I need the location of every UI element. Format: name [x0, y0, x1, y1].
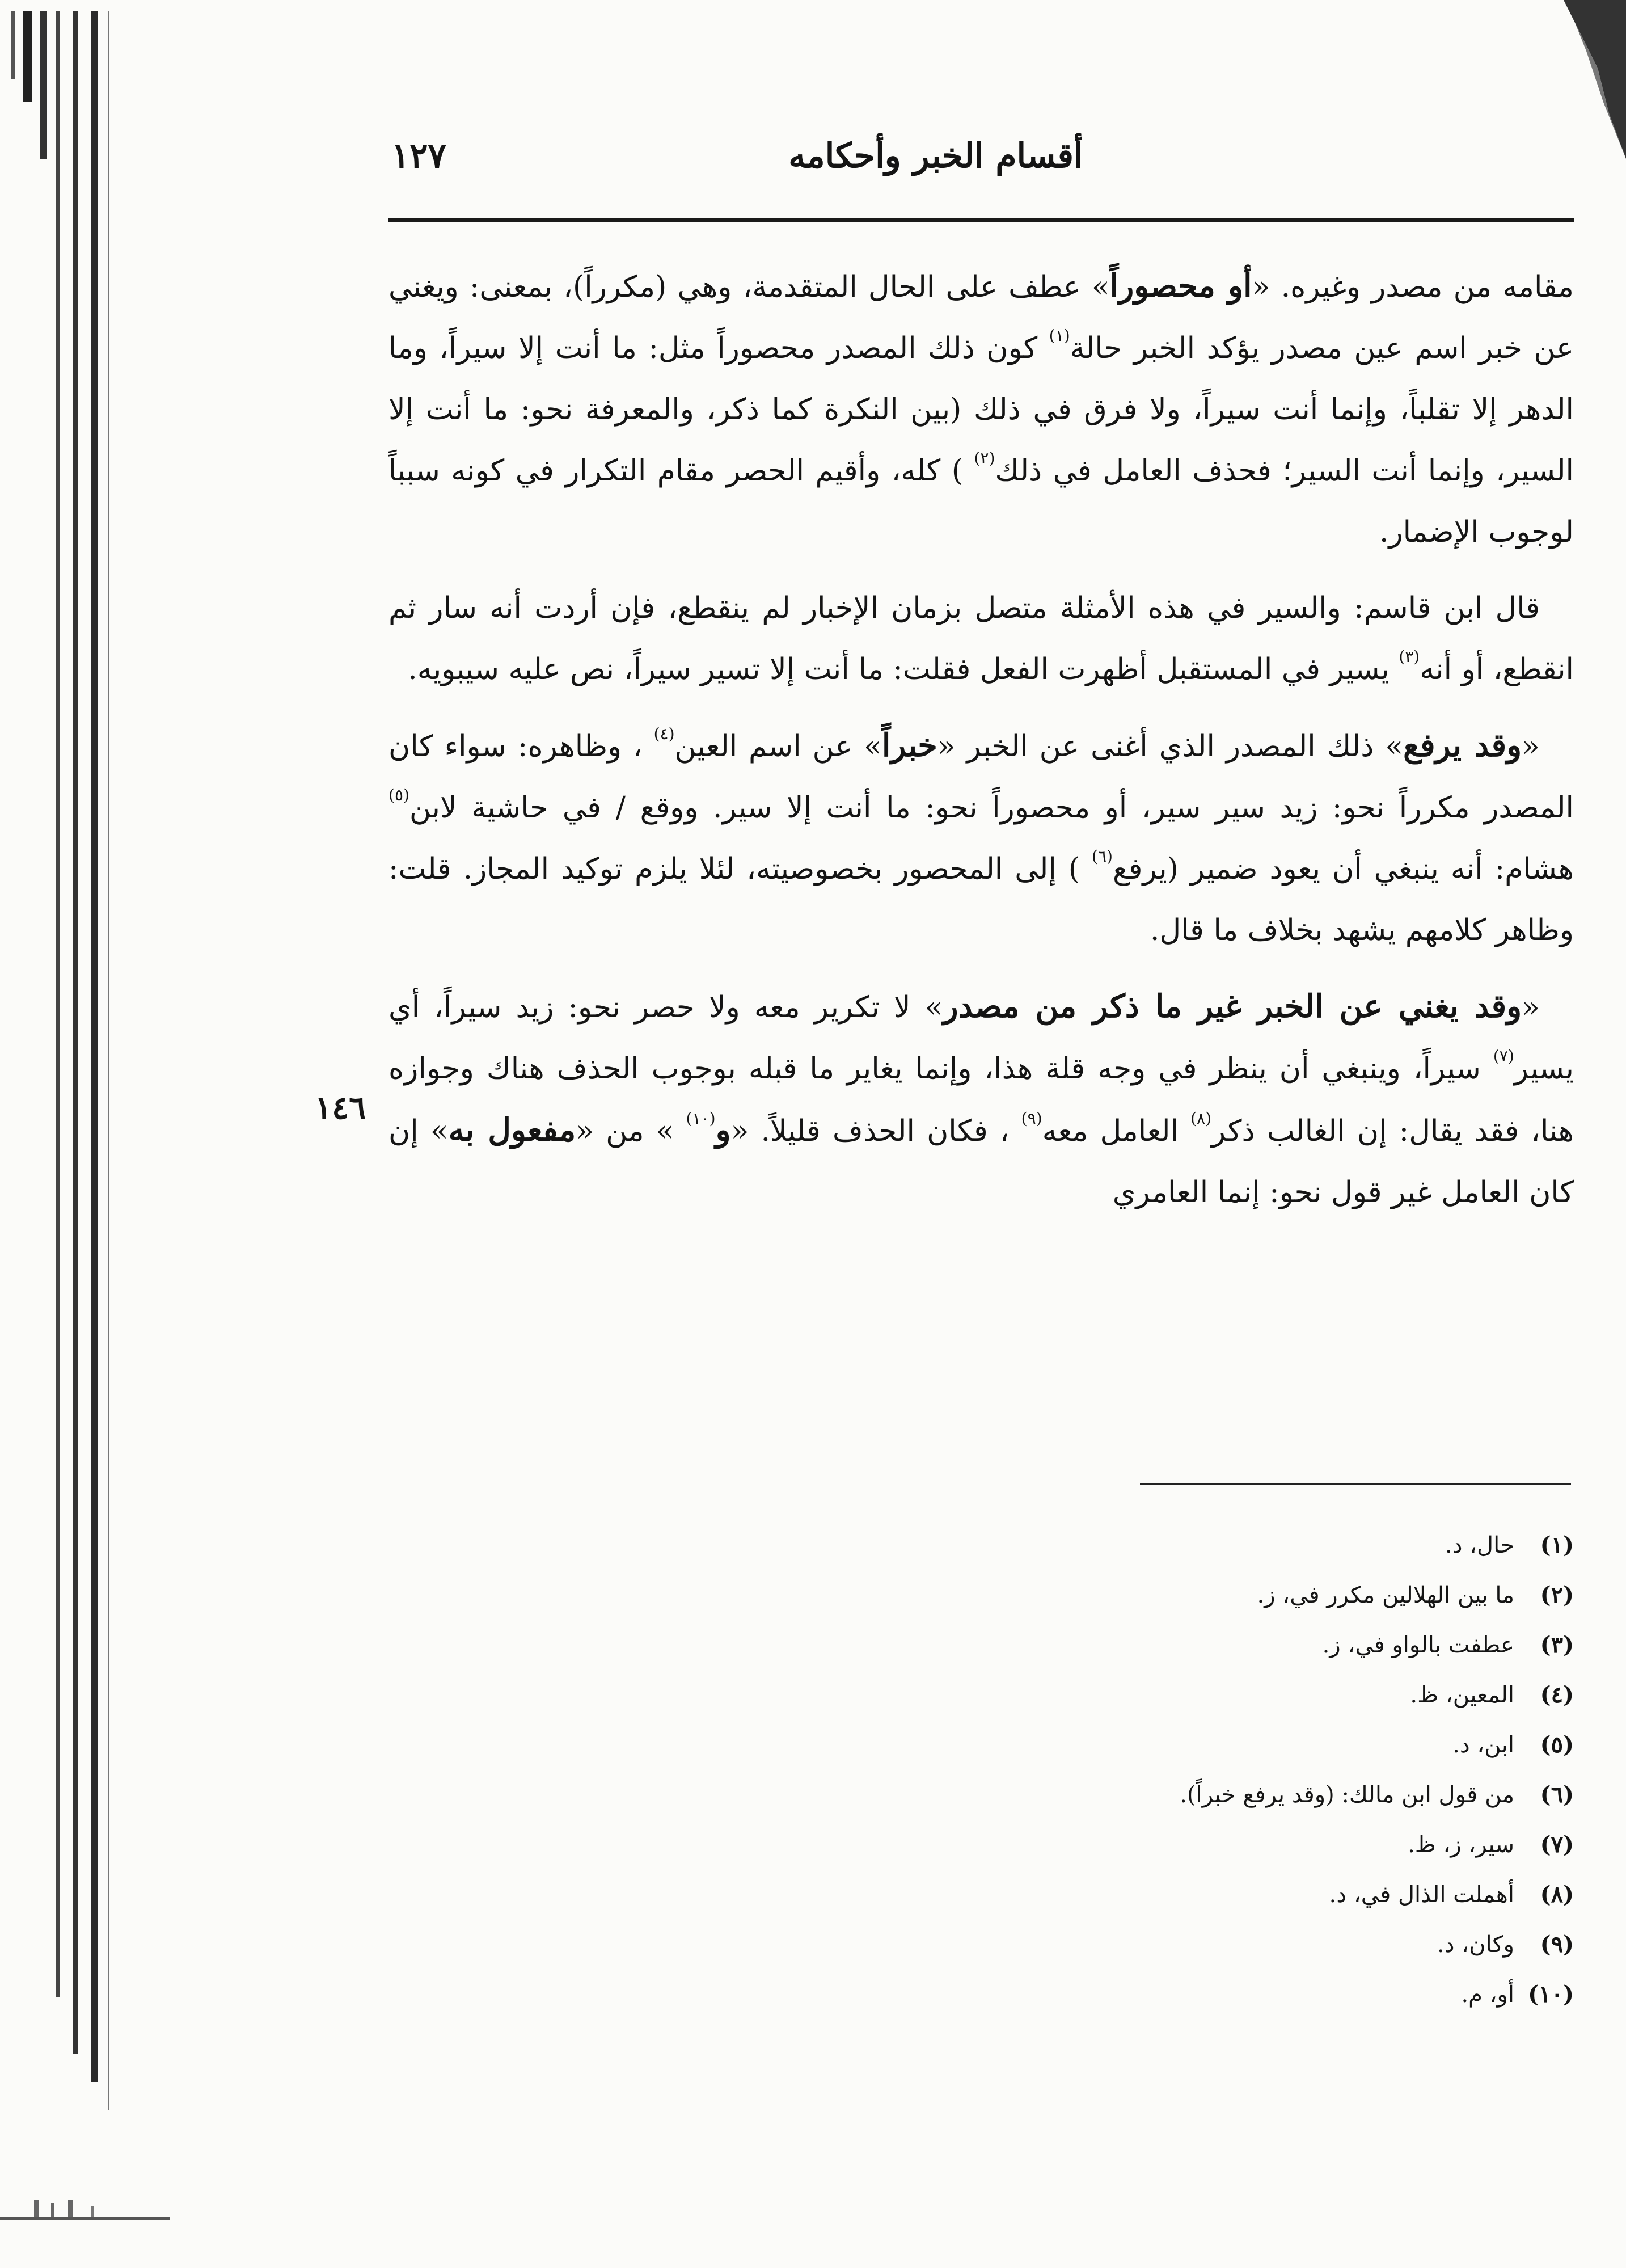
footnote-ref: (٣) — [1399, 647, 1420, 666]
text-run: ) إلى المحصور بخصوصيته، لئلا يلزم توكيد المجاز. قلت: وظاهر كلامهم يشهد بخلاف ما قال. — [388, 852, 1574, 947]
footnote — [879, 1820, 1574, 1870]
footnote-ref: (٤) — [653, 724, 675, 743]
footnote-text: المعين، ظ. — [1410, 1682, 1514, 1708]
text-run: » عطف على الحال المتقدمة، وهي (مكرراً)، بمعنى: ويغني عن خبر اسم عين مصدر يؤكد الخبر حالة — [388, 270, 1574, 365]
text-run: كون ذلك المصدر محصوراً مثل: ما أنت إلا سيراً، وما الدهر إلا تقلباً، وإنما أنت سيراً، ولا فرق في ذلك (بين النكرة كما ذكر، والمعرفة نحو: ما أنت إلا السير، وإنما أنت السير؛ فحذف العامل في ذلك — [388, 331, 1574, 488]
footnote — [879, 1570, 1574, 1620]
text-run: » من « — [576, 1114, 686, 1148]
paragraph — [388, 255, 1574, 563]
text-run: قال ابن قاسم: والسير في هذه الأمثلة متصل بزمان الإخبار لم ينقطع، فإن أردت أنه سار ثم انقطع، أو أنه — [388, 591, 1574, 686]
footnote — [879, 1720, 1574, 1770]
scan-bottom-marks — [0, 2121, 187, 2268]
footnote-ref: (٨) — [1190, 1109, 1211, 1128]
footnote-ref: (١) — [1049, 326, 1070, 345]
footnote-number: (٣) — [1540, 1632, 1574, 1658]
text-run: » ذلك المصدر الذي أغنى عن الخبر « — [937, 730, 1404, 764]
footnote-number: (٢) — [1540, 1582, 1574, 1608]
footnote-text: سير، ز، ظ. — [1408, 1832, 1514, 1858]
bold-phrase: وقد يرفع — [1403, 727, 1522, 764]
page-number: ١٢٧ — [391, 136, 446, 176]
text-run: ، وظاهره: سواء كان المصدر مكرراً نحو: زيد سير سير، أو محصوراً نحو: ما أنت إلا سير. ووقع / في حاشية لابن — [388, 730, 1574, 825]
footnote — [879, 1620, 1574, 1670]
footnote-number: (٤) — [1540, 1681, 1574, 1708]
footnote-number: (٩) — [1540, 1931, 1574, 1958]
text-run: هشام: أنه ينبغي أن يعود ضمير (يرفع — [1112, 852, 1574, 886]
footnote — [879, 1770, 1574, 1820]
footnote — [879, 1970, 1574, 2020]
footnote-number: (٥) — [1540, 1731, 1574, 1758]
footnote-ref: (٧) — [1493, 1047, 1514, 1065]
footnote-separator — [1140, 1483, 1571, 1485]
page-header — [369, 125, 1577, 199]
footnote-text: ابن، د. — [1452, 1732, 1514, 1758]
footnote-text: ما بين الهلالين مكرر في، ز. — [1257, 1582, 1514, 1608]
paragraph — [388, 577, 1574, 700]
footnote-ref: (٢) — [974, 449, 995, 467]
header-rule — [388, 218, 1574, 222]
footnote-number: (٧) — [1540, 1831, 1574, 1858]
text-run: مقامه من مصدر وغيره. « — [1252, 270, 1574, 304]
footnote-text: وكان، د. — [1437, 1932, 1514, 1958]
body-text — [388, 255, 1574, 1238]
footnote — [879, 1520, 1574, 1570]
text-run: يسير في المستقبل أظهرت الفعل فقلت: ما أنت إلا تسير سيراً، نص عليه سيبويه. — [408, 652, 1399, 686]
footnote-number: (٦) — [1540, 1781, 1574, 1808]
text-run: » لا تكرير معه ولا حصر نحو: زيد سيراً، أي يسير — [388, 990, 1574, 1086]
paragraph — [388, 976, 1574, 1223]
bold-phrase: خبراً — [881, 727, 937, 764]
bold-phrase: أو محصوراً — [1109, 267, 1252, 305]
text-run: » عن اسم العين — [674, 730, 882, 764]
bold-phrase: و — [715, 1111, 731, 1149]
footnote-ref: (١٠) — [686, 1109, 716, 1128]
paragraph — [388, 715, 1574, 961]
margin-page-number: ١٤٦ — [315, 1089, 366, 1127]
footnote-text: أو، م. — [1461, 1982, 1514, 2008]
footnote-text: حال، د. — [1445, 1532, 1514, 1558]
text-run: « — [1522, 730, 1540, 764]
bold-phrase: وقد يغني عن الخبر غير ما ذكر من مصدر — [943, 988, 1522, 1025]
footnote-ref: (٩) — [1021, 1109, 1042, 1128]
footnote — [879, 1920, 1574, 1970]
footnote-number: (٨) — [1540, 1881, 1574, 1908]
text-run: ) كله، وأقيم الحصر مقام التكرار في كونه سبباً لوجوب الإضمار. — [388, 454, 1574, 549]
footnote — [879, 1870, 1574, 1920]
footnote-number: (١٠) — [1528, 1981, 1574, 2008]
bold-phrase: مفعول به — [448, 1111, 576, 1149]
footnote-text: أهملت الذال في، د. — [1329, 1882, 1514, 1908]
footnote-text: عطفت بالواو في، ز. — [1322, 1632, 1514, 1658]
text-run: سيراً، وينبغي أن ينظر في وجه قلة هذا، وإنما يغاير ما قبله بوجوب الحذف هناك وجوازه هنا، فقد يقال: إن الغالب ذكر — [388, 1052, 1574, 1148]
footnote-ref: (٥) — [388, 786, 409, 804]
text-run: العامل معه — [1042, 1114, 1191, 1148]
footnotes — [879, 1520, 1574, 2020]
text-run: ، فكان الحذف قليلاً. « — [730, 1114, 1021, 1148]
scan-binding-marks — [0, 11, 142, 2110]
running-title: أقسام الخبر وأحكامه — [788, 136, 1083, 176]
text-run: « — [1522, 990, 1540, 1025]
footnote-ref: (٦) — [1092, 847, 1113, 866]
footnote — [879, 1670, 1574, 1720]
footnote-number: (١) — [1540, 1532, 1574, 1558]
footnote-text: من قول ابن مالك: (وقد يرفع خبراً). — [1180, 1782, 1514, 1808]
text-run: » إن كان العامل غير قول نحو: إنما العامري — [388, 1114, 1574, 1209]
